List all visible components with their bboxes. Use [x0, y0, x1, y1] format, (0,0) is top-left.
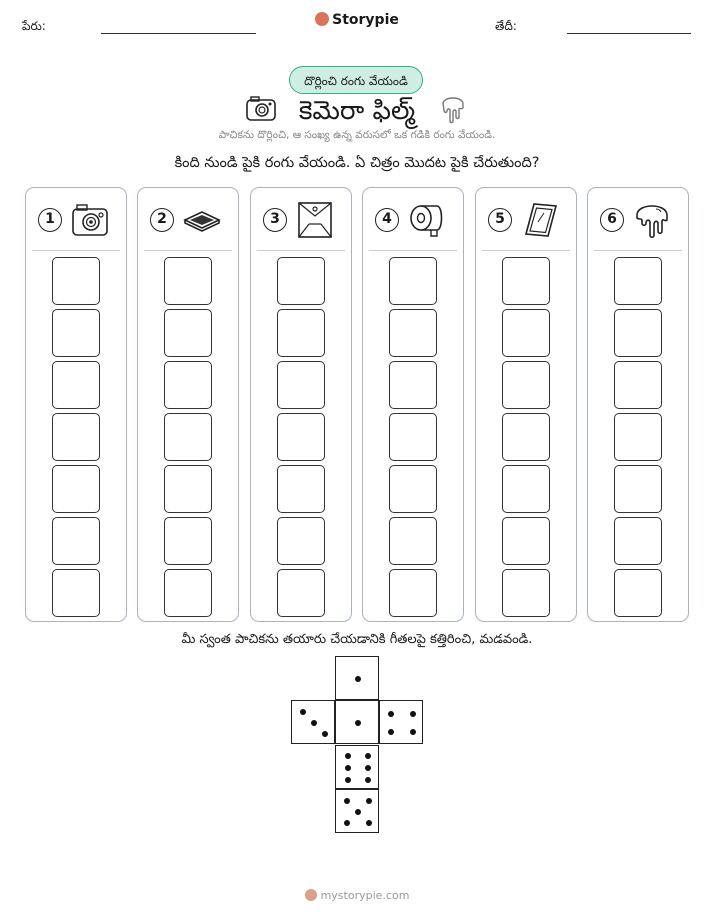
column-2: [137, 187, 239, 622]
dice-face-3: [291, 700, 335, 744]
color-box[interactable]: [502, 413, 550, 461]
question-text: కింది నుండి పైకి రంగు వేయండి. ఏ చిత్రం మొదట పైకి చేరుతుంది?: [174, 155, 540, 171]
footer: [0, 889, 714, 902]
dripping-emulsion-icon: [632, 200, 672, 240]
color-box[interactable]: [277, 257, 325, 305]
color-box[interactable]: [277, 413, 325, 461]
column-number: 1: [38, 208, 62, 232]
color-box[interactable]: [389, 465, 437, 513]
color-box[interactable]: [277, 361, 325, 409]
color-box[interactable]: [614, 413, 662, 461]
color-box[interactable]: [164, 361, 212, 409]
dice-face-6: [335, 745, 379, 789]
pip: [345, 777, 351, 783]
color-box[interactable]: [52, 413, 100, 461]
bear-logo-icon: [305, 889, 317, 901]
date-label: తేదీ:: [495, 19, 517, 33]
date-line[interactable]: [567, 33, 691, 34]
column-4: [362, 187, 464, 622]
color-box[interactable]: [614, 569, 662, 617]
pip: [355, 676, 361, 682]
column-divider: [144, 250, 232, 251]
column-divider: [594, 250, 682, 251]
pip: [311, 720, 317, 726]
photo-frame-icon: [520, 200, 560, 240]
pip: [300, 709, 306, 715]
pip: [355, 809, 361, 815]
color-box[interactable]: [389, 257, 437, 305]
color-box[interactable]: [614, 517, 662, 565]
color-box[interactable]: [52, 309, 100, 357]
color-box[interactable]: [277, 309, 325, 357]
page-title: కెమెరా ఫిల్మ్: [298, 96, 416, 126]
pip: [366, 798, 372, 804]
pip: [345, 765, 351, 771]
color-box[interactable]: [52, 569, 100, 617]
film-roll-icon: [407, 200, 447, 240]
color-box[interactable]: [164, 569, 212, 617]
pip: [410, 729, 416, 735]
pip: [365, 777, 371, 783]
brand-logo: [0, 12, 714, 28]
color-box[interactable]: [389, 361, 437, 409]
color-box[interactable]: [277, 517, 325, 565]
column-3: [250, 187, 352, 622]
color-box[interactable]: [502, 465, 550, 513]
pip: [366, 820, 372, 826]
pip: [355, 720, 361, 726]
pip: [388, 711, 394, 717]
pip: [365, 753, 371, 759]
color-box[interactable]: [277, 465, 325, 513]
column-number: 2: [150, 208, 174, 232]
pip: [388, 729, 394, 735]
dice-face-4: [379, 700, 423, 744]
pip: [344, 820, 350, 826]
name-line[interactable]: [101, 33, 256, 34]
color-box[interactable]: [614, 361, 662, 409]
dice-instruction: మీ స్వంత పాచికను తయారు చేయడానికి గీతలపై కత్తిరించి, మడవండి.: [181, 632, 533, 647]
column-number: 4: [375, 208, 399, 232]
film-envelope-icon: [295, 200, 335, 240]
color-box[interactable]: [502, 361, 550, 409]
column-number: 5: [488, 208, 512, 232]
color-box[interactable]: [389, 413, 437, 461]
brand-name: Storypie: [332, 12, 399, 28]
color-box[interactable]: [389, 309, 437, 357]
instruction-pill: దొర్లించి రంగు వేయండి: [289, 66, 423, 94]
color-box[interactable]: [164, 465, 212, 513]
bear-logo-icon: [315, 12, 329, 26]
color-box[interactable]: [52, 361, 100, 409]
developing-tray-icon: [182, 200, 222, 240]
column-6: [587, 187, 689, 622]
dripping-emulsion-icon: [440, 92, 466, 124]
column-number: 6: [600, 208, 624, 232]
pip: [322, 731, 328, 737]
color-box[interactable]: [164, 257, 212, 305]
column-number: 3: [263, 208, 287, 232]
pip: [410, 711, 416, 717]
column-1: [25, 187, 127, 622]
color-box[interactable]: [164, 517, 212, 565]
footer-url: mystorypie.com: [320, 889, 410, 902]
color-box[interactable]: [164, 413, 212, 461]
name-label: పేరు:: [22, 19, 46, 33]
color-box[interactable]: [614, 465, 662, 513]
page-subtitle: పాచికను దొర్లించి, ఆ సంఖ్య ఉన్న వరుసలో ఒక గడికి రంగు వేయండి.: [218, 129, 496, 141]
color-box[interactable]: [502, 257, 550, 305]
pip: [345, 753, 351, 759]
pip: [344, 798, 350, 804]
dice-face-1: [335, 656, 379, 700]
column-divider: [482, 250, 570, 251]
camera-icon: [70, 200, 110, 240]
pip: [365, 765, 371, 771]
dice-face-center: [335, 700, 379, 744]
color-box[interactable]: [52, 465, 100, 513]
color-box[interactable]: [389, 517, 437, 565]
color-box[interactable]: [502, 517, 550, 565]
color-box[interactable]: [164, 309, 212, 357]
color-box[interactable]: [389, 569, 437, 617]
column-divider: [32, 250, 120, 251]
column-divider: [369, 250, 457, 251]
column-5: [475, 187, 577, 622]
column-divider: [257, 250, 345, 251]
dice-face-5: [335, 789, 379, 833]
color-box[interactable]: [502, 309, 550, 357]
color-box[interactable]: [502, 569, 550, 617]
color-box[interactable]: [614, 309, 662, 357]
color-box[interactable]: [52, 257, 100, 305]
color-box[interactable]: [52, 517, 100, 565]
color-box[interactable]: [277, 569, 325, 617]
color-box[interactable]: [614, 257, 662, 305]
